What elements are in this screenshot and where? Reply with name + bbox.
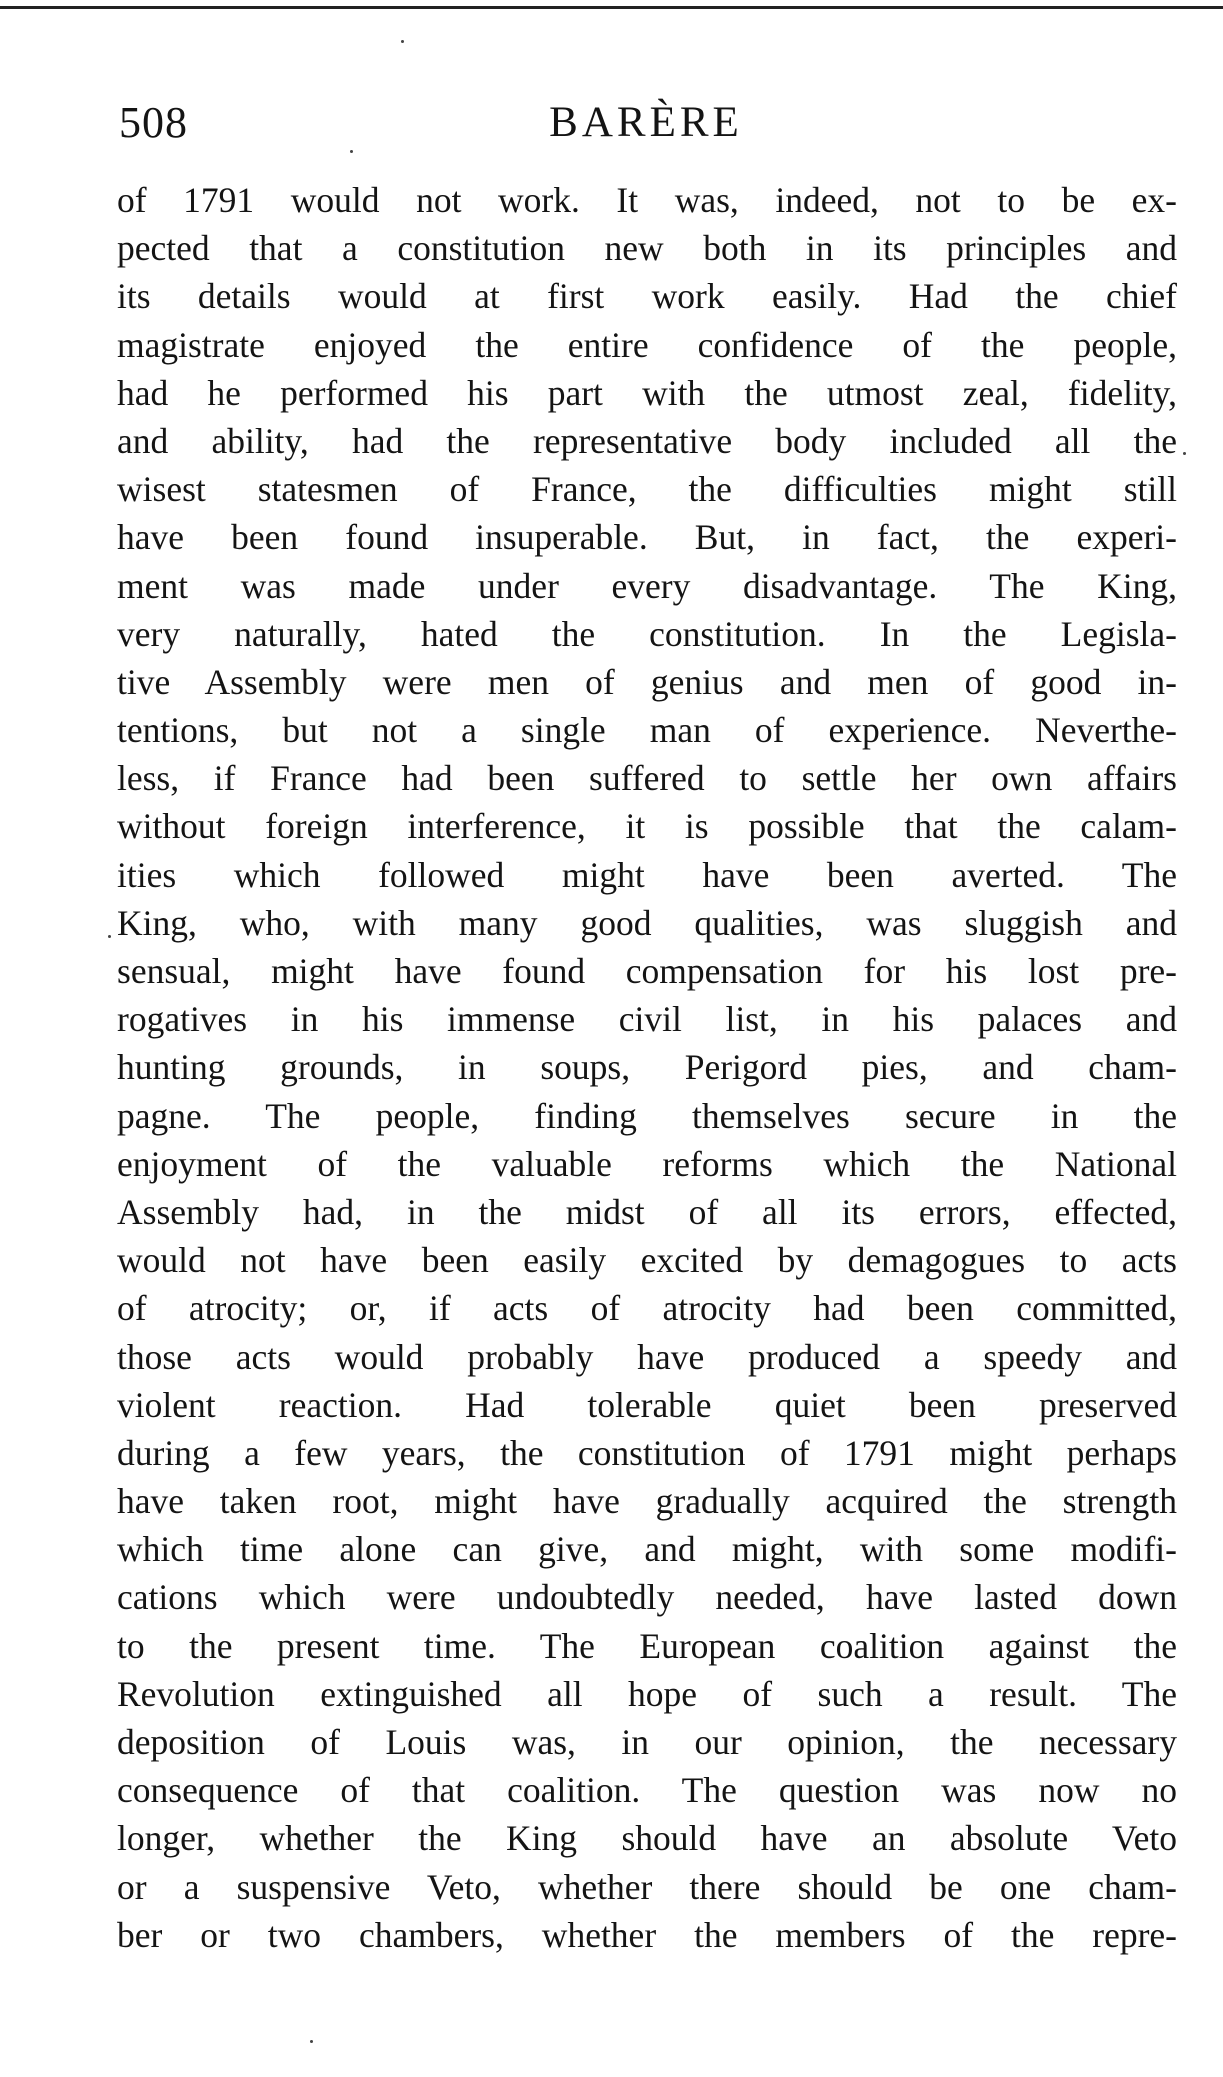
print-speck <box>108 935 111 938</box>
text-line: pagne. The people, finding themselves secure in the <box>117 1095 1177 1136</box>
top-border-rule <box>0 6 1223 9</box>
text-line: sensual, might have found compensation for his lost pre- <box>117 951 1177 991</box>
page-number: 508 <box>119 98 188 147</box>
text-line: enjoyment of the valuable reforms which the National <box>117 1143 1177 1184</box>
text-line: have been found insuperable. But, in fact, the experi- <box>117 517 1177 558</box>
text-line: hunting grounds, in soups, Perigord pies, and cham- <box>117 1047 1177 1088</box>
text-line: or a suspensive Veto, whether there should be one cham- <box>117 1866 1177 1907</box>
print-speck <box>401 40 404 43</box>
print-speck <box>350 150 353 153</box>
text-line: Assembly had, in the midst of all its errors, effected, <box>117 1191 1177 1232</box>
body-text <box>117 176 1177 1959</box>
text-line: tive Assembly were men of genius and men of good in- <box>117 661 1177 702</box>
text-line: its details would at first work easily. Had the chief <box>117 276 1177 317</box>
text-line: during a few years, the constitution of 1791 might perhaps <box>117 1432 1177 1473</box>
text-line: without foreign interference, it is possible that the calam- <box>117 806 1177 847</box>
text-line: magistrate enjoyed the entire confidence of the people, <box>117 324 1177 365</box>
text-line: Revolution extinguished all hope of such a result. The <box>117 1673 1177 1714</box>
text-line: to the present time. The European coalition against the <box>117 1625 1177 1666</box>
text-line: pected that a constitution new both in its principles and <box>117 228 1177 269</box>
text-line: cations which were undoubtedly needed, have lasted down <box>117 1577 1177 1618</box>
running-title: BARÈRE <box>549 99 743 146</box>
text-line: and ability, had the representative body included all the <box>117 420 1177 461</box>
text-line: had he performed his part with the utmost zeal, fidelity, <box>117 372 1177 413</box>
text-line: ment was made under every disadvantage. The King, <box>117 565 1177 606</box>
text-line: longer, whether the King should have an absolute Veto <box>117 1818 1177 1859</box>
print-speck <box>310 2040 313 2043</box>
text-line: would not have been easily excited by demagogues to acts <box>117 1240 1177 1281</box>
text-line: of 1791 would not work. It was, indeed, not to be ex- <box>117 180 1177 220</box>
text-line: deposition of Louis was, in our opinion, the necessary <box>117 1722 1177 1762</box>
text-line: less, if France had been suffered to settle her own affairs <box>117 758 1177 799</box>
print-speck <box>1183 452 1186 455</box>
text-line: which time alone can give, and might, with some modifi- <box>117 1529 1177 1570</box>
text-line: wisest statesmen of France, the difficulties might still <box>117 469 1177 510</box>
text-line: of atrocity; or, if acts of atrocity had been committed, <box>117 1288 1177 1329</box>
page-header <box>116 95 1176 155</box>
text-line: ber or two chambers, whether the members of the repre- <box>117 1914 1177 1955</box>
text-line: ities which followed might have been averted. The <box>117 854 1177 895</box>
text-line: those acts would probably have produced a speedy and <box>117 1336 1177 1377</box>
text-line: violent reaction. Had tolerable quiet been preserved <box>117 1384 1177 1425</box>
text-line: very naturally, hated the constitution. In the Legisla- <box>117 613 1177 654</box>
text-line: consequence of that coalition. The question was now no <box>117 1770 1177 1811</box>
text-line: have taken root, might have gradually acquired the strength <box>117 1481 1177 1522</box>
text-line: tentions, but not a single man of experience. Neverthe- <box>117 710 1177 751</box>
text-line: rogatives in his immense civil list, in his palaces and <box>117 999 1177 1040</box>
text-line: King, who, with many good qualities, was sluggish and <box>117 902 1177 943</box>
